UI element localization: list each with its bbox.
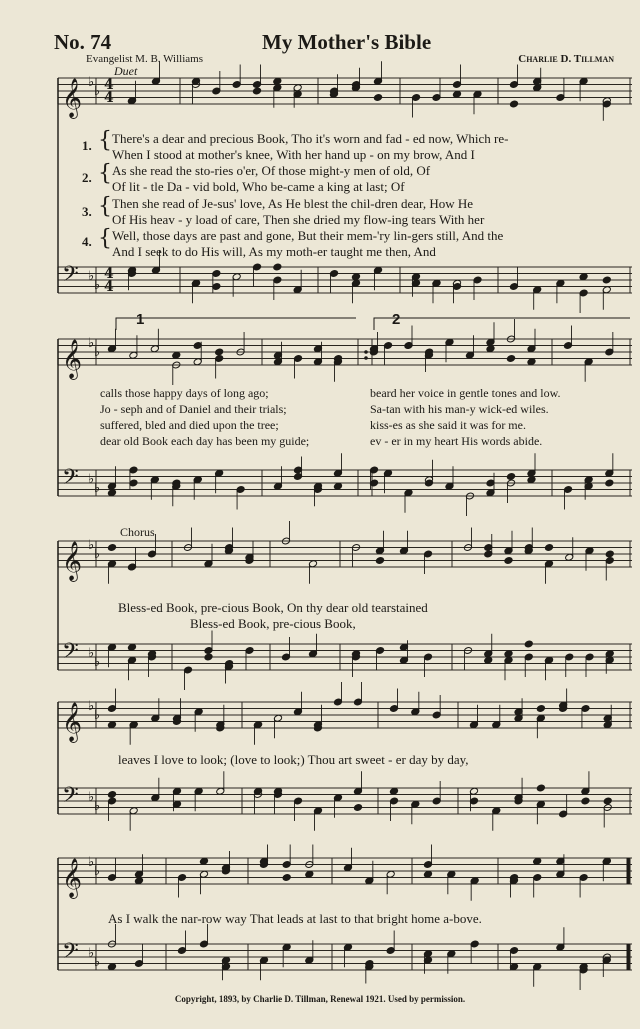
note-head: [424, 479, 433, 487]
time-signature: 4: [104, 90, 114, 106]
note-head: [527, 358, 536, 366]
flat-icon: ♭: [94, 84, 101, 99]
note-head: [193, 476, 202, 484]
note-head: [253, 721, 262, 729]
flat-icon: ♭: [94, 547, 101, 562]
verse-brace: {: [98, 128, 112, 153]
note-head: [107, 544, 116, 552]
note-head: [432, 279, 441, 287]
verse-1-line-1: There's a dear and precious Book, Tho it's worn and fad - ed now, Which re-: [112, 131, 509, 146]
repeat-dot: [364, 356, 368, 360]
note-head: [423, 870, 432, 878]
time-signature: 4: [104, 279, 114, 295]
note-head: [172, 351, 181, 359]
note-head: [252, 87, 261, 95]
note-head: [353, 804, 362, 812]
note-head: [506, 473, 515, 481]
verse-4-line-1: Well, those days are past and gone, But their mem-'ry lin-gers still, And the: [112, 228, 504, 243]
flat-icon: ♭: [88, 538, 95, 553]
flat-icon: ♭: [94, 799, 101, 814]
flat-icon: ♭: [88, 855, 95, 870]
verse-brace: {: [98, 226, 112, 251]
bass-clef-icon: 𝄢: [62, 939, 79, 969]
note-head: [544, 544, 553, 552]
treble-clef-icon: 𝄞: [62, 339, 83, 379]
treble-clef-icon: 𝄞: [62, 541, 83, 581]
note-head: [107, 791, 116, 799]
flat-icon: ♭: [94, 481, 101, 496]
flat-icon: ♭: [88, 336, 95, 351]
verse-1-ending-first: calls those happy days of long ago;: [100, 386, 269, 400]
treble-clef-icon: 𝄞: [62, 78, 83, 118]
hymn-number: No. 74: [54, 30, 112, 54]
flat-icon: ♭: [94, 955, 101, 970]
chorus-line-1-bass: Bless-ed Book, pre-cious Book,: [190, 616, 356, 631]
verse-4-line-2: And I seek to do His will, As my moth-er taught me then, And: [112, 244, 436, 259]
treble-clef-icon: 𝄞: [62, 858, 83, 898]
verse-2-line-2: Of lit - tle Da - vid bold, Who be-came a king at last; Of: [112, 179, 405, 194]
verse-number-3: 3.: [82, 204, 92, 219]
time-signature: 4: [104, 266, 114, 282]
verse-number-4: 4.: [82, 234, 92, 249]
note-head: [452, 90, 461, 98]
note-head: [486, 345, 495, 353]
note-head: [484, 656, 493, 664]
note-head: [204, 653, 213, 661]
note-head: [305, 870, 314, 878]
verse-brace: {: [98, 194, 112, 219]
verse-2-line-1: As she read the sto-ries o'er, Of those might-y men of old, Of: [112, 163, 431, 178]
verse-3-line-1: Then she read of Je-sus' love, As He blest the chil-dren dear, How He: [112, 196, 474, 211]
note-head: [253, 787, 262, 795]
note-head: [199, 857, 208, 865]
bass-clef-icon: 𝄢: [62, 783, 79, 813]
chorus-label: Chorus: [120, 525, 155, 539]
lyricist-credit: Evangelist M. B. Williams: [86, 53, 203, 65]
verse-2-ending-first: Jo - seph and of Daniel and their trials;: [100, 402, 287, 416]
note-head: [536, 784, 545, 792]
note-head: [373, 94, 382, 102]
note-head: [375, 557, 384, 565]
verse-brace: {: [98, 161, 112, 186]
note-head: [351, 273, 360, 281]
note-head: [504, 650, 513, 658]
copyright-notice: Copyright, 1893, by Charlie D. Tillman, Renewal 1921. Used by permission.: [174, 994, 466, 1004]
note-head: [602, 857, 611, 865]
note-head: [605, 550, 614, 558]
first-ending-number: 1: [136, 311, 145, 328]
chorus-line-1: Bless-ed Book, pre-cious Book, On thy dear old tearstained: [118, 600, 428, 615]
note-head: [215, 348, 224, 356]
bass-clef-icon: 𝄢: [62, 465, 79, 495]
flat-icon: ♭: [88, 75, 95, 90]
hymn-title: My Mother's Bible: [262, 30, 432, 54]
note-head: [544, 656, 553, 664]
flat-icon: ♭: [88, 790, 95, 805]
note-head: [504, 557, 513, 565]
note-head: [389, 787, 398, 795]
composer-credit: Charlie D. Tillman: [518, 53, 614, 65]
flat-icon: ♭: [94, 345, 101, 360]
time-signature: 4: [104, 77, 114, 93]
note-head: [527, 476, 536, 484]
flat-icon: ♭: [88, 946, 95, 961]
note-head: [191, 279, 200, 287]
note-head: [536, 705, 545, 713]
note-head: [524, 640, 533, 648]
bass-clef-icon: 𝄢: [62, 639, 79, 669]
note-head: [107, 963, 116, 971]
flat-icon: ♭: [88, 699, 95, 714]
note-head: [191, 77, 200, 85]
duet-label: Duet: [114, 64, 138, 78]
note-head: [509, 100, 518, 108]
verse-4-ending-first: dear old Book each day has been my guide;: [100, 434, 310, 448]
verse-3-ending-first: suffered, bled and died upon the tree;: [100, 418, 279, 432]
flat-icon: ♭: [94, 278, 101, 293]
flat-icon: ♭: [94, 655, 101, 670]
note-head: [107, 489, 116, 497]
note-head: [506, 355, 515, 363]
note-head: [107, 721, 116, 729]
note-head: [333, 482, 342, 490]
flat-icon: ♭: [94, 864, 101, 879]
note-head: [273, 77, 282, 85]
note-head: [603, 797, 612, 805]
verse-number-1: 1.: [82, 138, 92, 153]
note-head: [273, 263, 282, 271]
flat-icon: ♭: [94, 708, 101, 723]
chorus-line-2: leaves I love to look; (love to look;) Thou art sweet - er day by day,: [118, 752, 469, 767]
second-ending-number: 2: [392, 311, 401, 328]
verse-number-2: 2.: [82, 170, 92, 185]
note-head: [581, 797, 590, 805]
note-head: [579, 273, 588, 281]
note-head: [127, 643, 136, 651]
verse-1-ending-second: beard her voice in gentle tones and low.: [370, 386, 561, 400]
verse-4-ending-second: ev - er in my heart His words abide.: [370, 434, 543, 448]
repeat-dot: [364, 350, 368, 354]
note-head: [602, 276, 611, 284]
bass-clef-icon: 𝄢: [62, 262, 79, 292]
first-ending-bracket: [116, 318, 356, 330]
note-head: [282, 874, 291, 882]
verse-3-ending-second: kiss-es as she said it was for me.: [370, 418, 526, 432]
note-head: [127, 97, 136, 105]
note-head: [533, 857, 542, 865]
flat-icon: ♭: [88, 472, 95, 487]
treble-clef-icon: 𝄞: [62, 702, 83, 742]
flat-icon: ♭: [88, 269, 95, 284]
chorus-line-3: As I walk the nar-row way That leads at last to that bright home a-bove.: [108, 911, 482, 926]
note-head: [605, 479, 614, 487]
note-head: [129, 721, 138, 729]
verse-3-line-2: Of His heav - y load of care, Then she dried my flow-ing tears With her: [112, 212, 485, 227]
note-head: [127, 563, 136, 571]
note-head: [404, 342, 413, 350]
flat-icon: ♭: [88, 646, 95, 661]
verse-2-ending-second: Sa-tan with his man-y wick-ed wiles.: [370, 402, 549, 416]
note-head: [134, 877, 143, 885]
verse-1-line-2: When I stood at mother's knee, With her hand up - on my brow, And I: [112, 147, 475, 162]
